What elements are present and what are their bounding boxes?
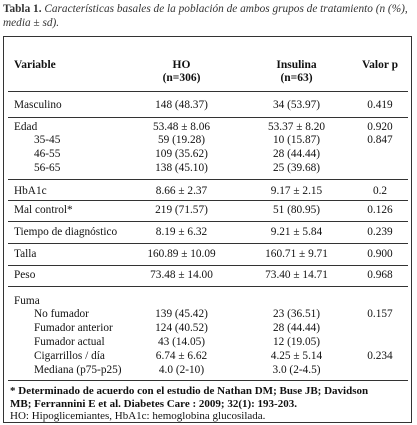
header-ho: HO (172, 59, 191, 71)
row-p: 0.126 (367, 204, 393, 216)
row-sublabel: Fumador anterior (34, 322, 113, 334)
row-divider (8, 221, 408, 222)
row-insulina: 28 (44.44) (272, 148, 321, 160)
row-insulina: 3.0 (2-4.5) (272, 364, 321, 376)
header-ho-n: (n=306) (162, 72, 201, 84)
row-insulina: 53.37 ± 8.20 (267, 121, 326, 133)
caption-label: Tabla 1. (3, 3, 42, 15)
footnote-line-3: HO: Hipoglicemiantes, HbA1c: hemoglobina glucosilada. (10, 410, 266, 422)
row-divider (8, 200, 408, 201)
row-p: 0.920 (367, 121, 393, 133)
row-p: 0.419 (367, 99, 393, 111)
row-insulina: 160.71 ± 9.71 (265, 248, 328, 260)
row-insulina: 28 (44.44) (272, 322, 321, 334)
header-valor-p: Valor p (361, 59, 399, 71)
header-insulina-n: (n=63) (280, 72, 313, 84)
header-insulina: Insulina (276, 59, 317, 71)
row-label: Talla (14, 248, 37, 260)
row-insulina: 23 (36.51) (272, 308, 321, 320)
row-divider (8, 286, 408, 287)
row-insulina: 9.21 ± 5.84 (270, 226, 323, 238)
row-insulina: 25 (39.68) (272, 162, 321, 174)
row-insulina: 12 (19.05) (272, 336, 321, 348)
row-sublabel: Mediana (p75-p25) (34, 364, 122, 376)
row-p: 0.234 (367, 350, 393, 362)
caption-text: Características basales de la población de ambos grupos de tratamiento (n (%), (44, 3, 408, 15)
row-sublabel: 35-45 (34, 134, 61, 146)
caption-text-2: media ± sd). (3, 17, 60, 29)
row-ho: 109 (35.62) (155, 148, 208, 160)
row-ho: 59 (19.28) (157, 134, 206, 146)
row-label: Fuma (14, 295, 40, 307)
row-divider (8, 243, 408, 244)
row-p: 0.968 (367, 269, 393, 281)
row-insulina: 51 (80.95) (272, 204, 321, 216)
row-sublabel: 56-65 (34, 162, 61, 174)
row-p: 0.157 (367, 308, 393, 320)
row-divider (8, 117, 408, 118)
row-sublabel: Fumador actual (34, 336, 105, 348)
footnote-line-1: * Determinado de acuerdo con el estudio de Nathan DM; Buse JB; Davidson (10, 385, 369, 397)
row-p: 0.239 (367, 226, 393, 238)
row-insulina: 10 (15.87) (272, 134, 321, 146)
row-sublabel: Cigarrillos / día (34, 350, 105, 362)
row-p: 0.847 (367, 134, 393, 146)
row-insulina: 34 (53.97) (272, 99, 321, 111)
row-ho: 139 (45.42) (155, 308, 208, 320)
row-divider (8, 179, 408, 180)
row-ho: 219 (71.57) (155, 204, 208, 216)
row-ho: 73.48 ± 14.00 (150, 269, 213, 281)
row-insulina: 4.25 ± 5.14 (270, 350, 323, 362)
table-frame (3, 36, 412, 423)
row-ho: 138 (45.10) (155, 162, 208, 174)
row-label: HbA1c (14, 185, 47, 197)
row-ho: 160.89 ± 10.09 (147, 248, 216, 260)
row-p: 0.900 (367, 248, 393, 260)
row-p: 0.2 (372, 185, 388, 197)
header-divider (8, 91, 408, 92)
row-label: Edad (14, 121, 38, 133)
footnote-line-2: MB; Ferrannini E et al. Diabetes Care : 2009; 32(1): 193-203. (10, 398, 297, 410)
row-label: Mal control* (14, 204, 73, 216)
row-ho: 4.0 (2-10) (158, 364, 205, 376)
row-ho: 148 (48.37) (155, 99, 208, 111)
row-insulina: 9.17 ± 2.15 (270, 185, 323, 197)
row-label: Masculino (14, 99, 62, 111)
row-sublabel: No fumador (34, 308, 89, 320)
footnote-divider (8, 380, 408, 381)
row-insulina: 73.40 ± 14.71 (265, 269, 328, 281)
row-label: Peso (14, 269, 36, 281)
row-ho: 43 (14.05) (157, 336, 206, 348)
table-caption (3, 2, 413, 30)
row-sublabel: 46-55 (34, 148, 61, 160)
row-divider (8, 265, 408, 266)
row-ho: 124 (40.52) (155, 322, 208, 334)
row-label: Tiempo de diagnóstico (14, 226, 118, 238)
row-ho: 6.74 ± 6.62 (155, 350, 208, 362)
row-ho: 8.66 ± 2.37 (155, 185, 208, 197)
row-ho: 8.19 ± 6.32 (155, 226, 208, 238)
row-ho: 53.48 ± 8.06 (152, 121, 211, 133)
header-variable: Variable (14, 59, 56, 71)
